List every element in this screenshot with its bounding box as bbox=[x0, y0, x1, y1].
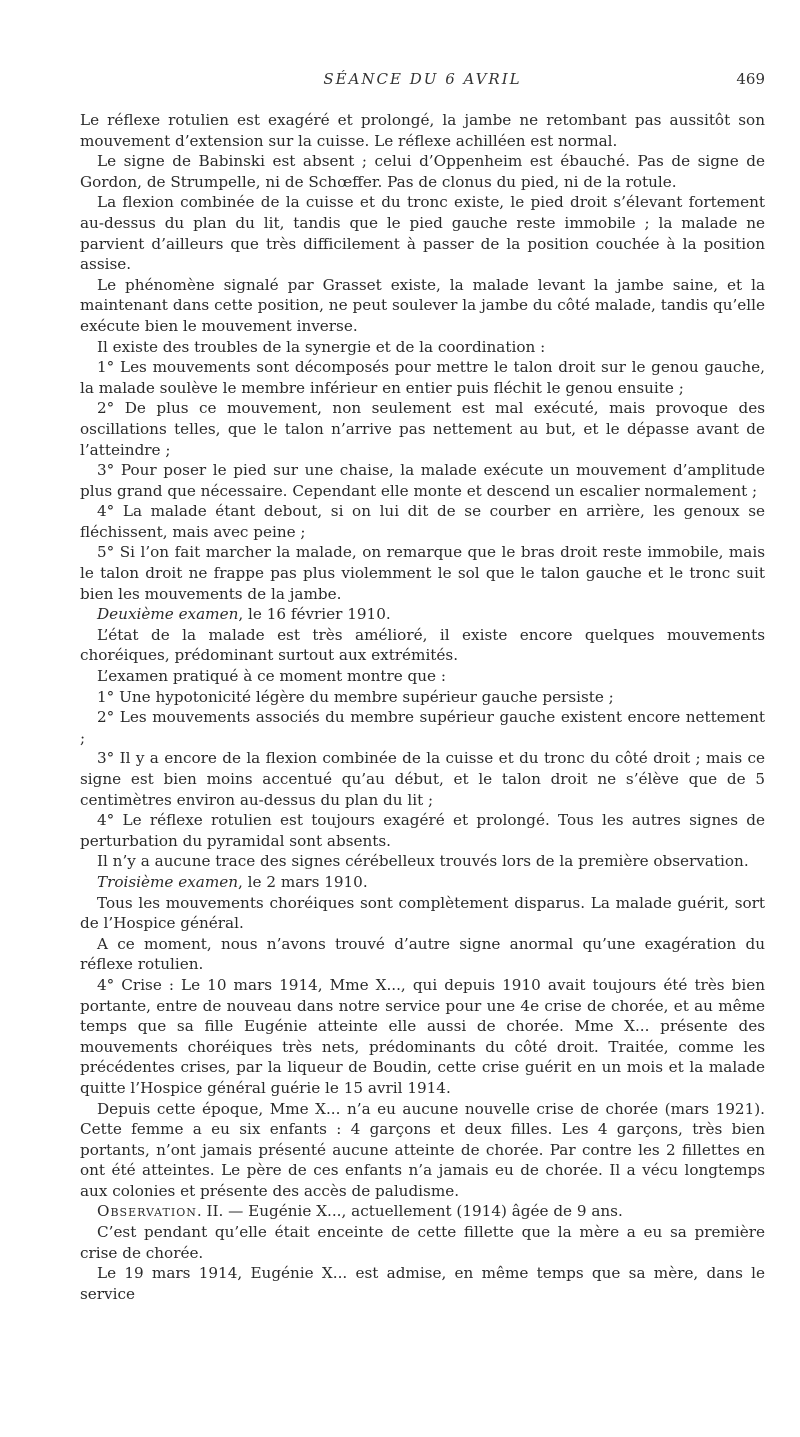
paragraph-text: Il n’y a aucune trace des signes cérébelleux trouvés lors de la première observation. bbox=[97, 852, 749, 871]
document-page bbox=[80, 70, 765, 1304]
paragraph bbox=[80, 893, 765, 934]
paragraph-text: 4° Le réflexe rotulien est toujours exagéré et prolongé. Tous les autres signes de perturbation du pyramidal sont absents. bbox=[80, 811, 765, 850]
paragraph-lead-smallcaps: Observation bbox=[97, 1202, 197, 1221]
paragraph-text: 5° Si l’on fait marcher la malade, on remarque que le bras droit reste immobile, mais le talon droit ne frappe pas plus violemment le sol que le talon gauche et le tronc suit bien les mouvements de la jambe. bbox=[80, 543, 765, 603]
paragraph-text: . II. — Eugénie X..., actuellement (1914) âgée de 9 ans. bbox=[196, 1202, 623, 1221]
paragraph bbox=[80, 357, 765, 398]
paragraph-text: Tous les mouvements choréiques sont complètement disparus. La malade guérit, sort de l’Hospice général. bbox=[80, 893, 765, 933]
paragraph bbox=[80, 1222, 765, 1263]
paragraph bbox=[80, 1263, 765, 1304]
paragraph bbox=[80, 151, 765, 192]
paragraph-lead-italic: Deuxième examen bbox=[97, 605, 239, 624]
paragraph-text: 1° Les mouvements sont décomposés pour mettre le talon droit sur le genou gauche, la malade soulève le membre inférieur en entier puis fléchit le genou ensuite ; bbox=[80, 358, 765, 397]
paragraph-text: Il existe des troubles de la synergie et de la coordination : bbox=[97, 337, 546, 356]
paragraph bbox=[80, 1099, 765, 1202]
paragraph bbox=[80, 666, 765, 687]
paragraph-text: C’est pendant qu’elle était enceinte de cette fillette que la mère a eu sa première crise de chorée. bbox=[80, 1223, 765, 1262]
paragraph-text: 4° La malade étant debout, si on lui dit de se courber en arrière, les genoux se fléchissent, mais avec peine ; bbox=[80, 502, 765, 541]
paragraph bbox=[80, 687, 765, 708]
paragraph bbox=[80, 975, 765, 1099]
paragraph bbox=[80, 275, 765, 337]
paragraph bbox=[80, 707, 765, 748]
paragraph bbox=[80, 625, 765, 666]
paragraph-text: Le phénomène signalé par Grasset existe, la malade levant la jambe saine, et la maintenant dans cette position, ne peut soulever la jambe du côté malade, tandis qu’elle exécute bien le mouvement inverse. bbox=[80, 275, 765, 335]
paragraph-text: 3° Pour poser le pied sur une chaise, la malade exécute un mouvement d’amplitude plus grand que nécessaire. Cependant elle monte et descend un escalier normalement ; bbox=[80, 461, 765, 500]
paragraph-text: 1° Une hypotonicité légère du membre supérieur gauche persiste ; bbox=[97, 687, 614, 706]
paragraph-text: Depuis cette époque, Mme X... n’a eu aucune nouvelle crise de chorée (mars 1921). Cette femme a eu six enfants : 4 garçons et deux filles. Les 4 garçons, très bien portants, n’ont jamais présenté aucune atteinte de chorée. Par contre les 2 fillettes en ont été atteintes. Le père de ces enfants n’a jamais eu de chorée. Il a vécu longtemps aux colonies et présente des accès de paludisme. bbox=[80, 1099, 765, 1200]
paragraph-text: Le 19 mars 1914, Eugénie X... est admise, en même temps que sa mère, dans le service bbox=[80, 1264, 765, 1303]
paragraph bbox=[80, 398, 765, 460]
paragraph-text: 4° Crise : Le 10 mars 1914, Mme X..., qui depuis 1910 avait toujours été très bien portante, entre de nouveau dans notre service pour une 4e crise de chorée, et au même temps que sa fille Eugénie atteinte elle aussi de chorée. Mme X... présente des mouvements choréiques très nets, prédominants du côté droit. Traitée, comme les précédentes crises, par la liqueur de Boudin, cette crise guérit en un mois et la malade quitte l’Hospice général guérie le 15 avril 1914. bbox=[80, 975, 765, 1097]
paragraph-text: L’état de la malade est très amélioré, il existe encore quelques mouvements choréiques, prédominant surtout aux extrémités. bbox=[80, 625, 765, 665]
paragraph-lead-italic: Troisième examen bbox=[97, 872, 239, 891]
paragraph bbox=[80, 1201, 765, 1222]
paragraph bbox=[80, 501, 765, 542]
paragraph bbox=[80, 192, 765, 274]
paragraph-text: 3° Il y a encore de la flexion combinée de la cuisse et du tronc du côté droit ; mais ce signe est bien moins accentué qu’au début, et le talon droit ne s’élève que de 5 centimètres environ au-dessus du plan du lit ; bbox=[80, 749, 765, 809]
paragraph-text: Le réflexe rotulien est exagéré et prolongé, la jambe ne retombant pas aussitôt son mouvement d’extension sur la cuisse. Le réflexe achilléen est normal. bbox=[80, 111, 765, 150]
paragraph bbox=[80, 810, 765, 851]
paragraph-text: 2° Les mouvements associés du membre supérieur gauche existent encore nettement ; bbox=[80, 708, 765, 747]
paragraph-text: L’examen pratiqué à ce moment montre que : bbox=[97, 667, 446, 686]
paragraph bbox=[80, 872, 765, 893]
paragraph bbox=[80, 604, 765, 625]
paragraph bbox=[80, 748, 765, 810]
paragraph-text: La flexion combinée de la cuisse et du tronc existe, le pied droit s’élevant fortement au-dessus du plan du lit, tandis que le pied gauche reste immobile ; la malade ne parvient d’ailleurs que très difficilement à passer de la position couchée à la position assise. bbox=[80, 193, 765, 274]
paragraph bbox=[80, 934, 765, 975]
paragraph-text: , le 16 février 1910. bbox=[238, 605, 391, 624]
paragraph bbox=[80, 460, 765, 501]
paragraph-text: A ce moment, nous n’avons trouvé d’autre signe anormal qu’une exagération du réflexe rotulien. bbox=[80, 934, 765, 974]
paragraph bbox=[80, 542, 765, 604]
running-title: SÉANCE DU 6 AVRIL bbox=[323, 70, 522, 88]
paragraph-text: , le 2 mars 1910. bbox=[238, 872, 368, 891]
page-number: 469 bbox=[736, 70, 765, 88]
paragraph bbox=[80, 337, 765, 358]
running-header bbox=[80, 70, 765, 100]
paragraph bbox=[80, 110, 765, 151]
paragraph-text: Le signe de Babinski est absent ; celui d’Oppenheim est ébauché. Pas de signe de Gordon, de Strumpelle, ni de Schœffer. Pas de clonus du pied, ni de la rotule. bbox=[80, 152, 765, 191]
paragraph-text: 2° De plus ce mouvement, non seulement est mal exécuté, mais provoque des oscillations telles, que le talon n’arrive pas nettement au but, et le dépasse avant de l’atteindre ; bbox=[80, 399, 765, 459]
body-text bbox=[80, 110, 765, 1304]
paragraph bbox=[80, 851, 765, 872]
